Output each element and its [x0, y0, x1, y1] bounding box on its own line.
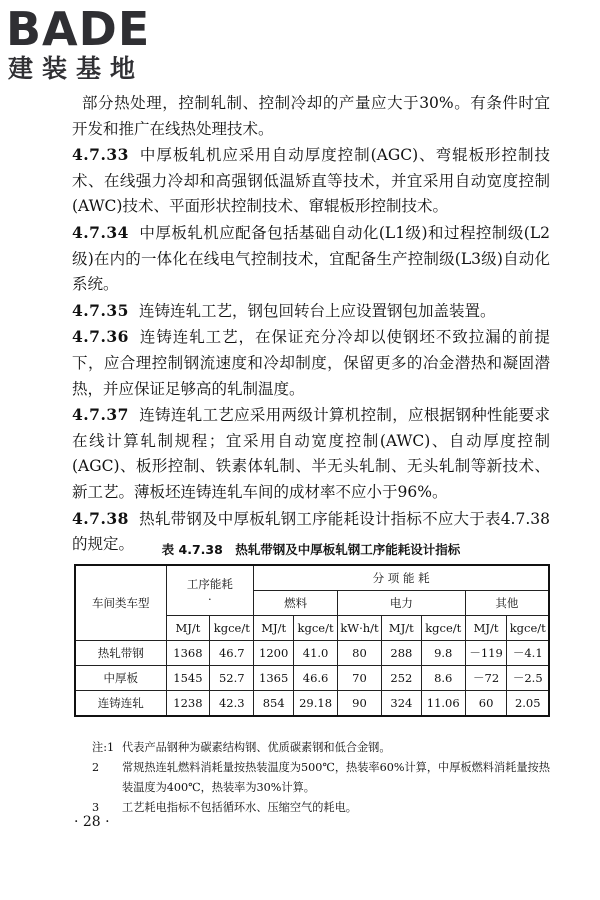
- row-label: 热轧带钢: [75, 641, 166, 666]
- table-cell: 29.18: [294, 691, 338, 717]
- table-cell: 854: [254, 691, 294, 717]
- table-cell: 9.8: [421, 641, 465, 666]
- table-cell: 90: [338, 691, 382, 717]
- paragraph-text: 连铸连轧工艺应采用两级计算机控制，应根据钢种性能要求在线计算轧制规程；宜采用自动宽度控制(AWC)、自动厚度控制(AGC)、板形控制、铁素体轧制、半无头轧制、无头轧制等新技术、新工艺。薄板坯连铸连轧车间的成材率不应小于96%。: [72, 406, 550, 501]
- clause-number: 4.7.35: [72, 300, 129, 320]
- note-text: 工艺耗电指标不包括循环水、压缩空气的耗电。: [122, 801, 357, 814]
- note-text: 代表产品钢种为碳素结构钢、优质碳素钢和低合金钢。: [122, 741, 391, 754]
- clause-number: 4.7.33: [72, 145, 129, 165]
- table-cell: －4.1: [507, 641, 549, 666]
- paragraph-text: 热轧带钢及中厚板轧钢工序能耗设计指标不应大于表4.7.38的规定。: [72, 509, 550, 554]
- note-item: [92, 758, 550, 798]
- row-label: 中厚板: [75, 666, 166, 691]
- table-cell: 46.7: [210, 641, 254, 666]
- clause-number: 4.7.38: [72, 508, 129, 528]
- note-label: 注:1: [92, 741, 115, 754]
- paragraph: [72, 220, 550, 298]
- header-process-energy: [166, 565, 254, 616]
- header-process-energy-mark: ·: [208, 591, 212, 606]
- table-cell: 11.06: [421, 691, 465, 717]
- table-cell: －2.5: [507, 666, 549, 691]
- table-cell: 252: [381, 666, 421, 691]
- table-cell: 80: [338, 641, 382, 666]
- bade-logo: [6, 4, 186, 90]
- table-cell: －119: [465, 641, 507, 666]
- table-cell: 46.6: [294, 666, 338, 691]
- table-cell: －72: [465, 666, 507, 691]
- table-row: [75, 641, 549, 666]
- table-cell: 60: [465, 691, 507, 717]
- paragraph-text: 中厚板轧机应配备包括基础自动化(L1级)和过程控制级(L2级)在内的一体化在线电气控制技术，宜配备生产控制级(L3级)自动化系统。: [72, 223, 550, 294]
- table-cell: 288: [381, 641, 421, 666]
- header-sub-energy: 分 项 能 耗: [254, 565, 549, 591]
- unit-cell: kgce/t: [210, 616, 254, 641]
- unit-cell: kgce/t: [294, 616, 338, 641]
- header-other: 其他: [465, 591, 549, 616]
- paragraph-text: 连铸连轧工艺，在保证充分冷却以使钢坯不致拉漏的前提下，应合理控制钢流速度和冷却制度，保留更多的冶金潜热和凝固潜热，并应保证足够高的轧制温度。: [72, 328, 550, 398]
- table-cell: 324: [381, 691, 421, 717]
- paragraph: [72, 90, 550, 142]
- table-row: [75, 666, 549, 691]
- table-cell: 1368: [166, 641, 210, 666]
- note-text: 常规热连轧燃料消耗量按热装温度为500℃，热装率60%计算，中厚板燃料消耗量按热装温度为400℃，热装率为30%计算。: [122, 761, 550, 794]
- table-cell: 1545: [166, 666, 210, 691]
- paragraph: [72, 142, 550, 220]
- table-cell: 2.05: [507, 691, 549, 717]
- paragraph: [72, 402, 550, 505]
- table-cell: 41.0: [294, 641, 338, 666]
- paragraph-text: 连铸连轧工艺，钢包回转台上应设置钢包加盖装置。: [138, 301, 496, 320]
- row-label: 连铸连轧: [75, 691, 166, 717]
- unit-cell: MJ/t: [465, 616, 507, 641]
- header-power: 电力: [338, 591, 466, 616]
- clause-number: 4.7.34: [72, 222, 129, 242]
- table-cell: 52.7: [210, 666, 254, 691]
- unit-cell: MJ/t: [381, 616, 421, 641]
- table-cell: 1238: [166, 691, 210, 717]
- table-cell: 1200: [254, 641, 294, 666]
- logo-wordmark: BADE: [6, 2, 151, 56]
- header-process-energy-label: 工序能耗: [186, 576, 233, 591]
- note-label: 2: [92, 761, 100, 774]
- unit-cell: kgce/t: [507, 616, 549, 641]
- table-cell: 8.6: [421, 666, 465, 691]
- energy-consumption-table: [74, 564, 550, 717]
- paragraph-text: 中厚板轧机应采用自动厚度控制(AGC)、弯辊板形控制技术、在线强力冷却和高强钢低温矫直等技术，并宜采用自动宽度控制(AWC)技术、平面形状控制技术、窜辊板形控制技术。: [72, 146, 550, 216]
- table-cell: 42.3: [210, 691, 254, 717]
- paragraph: [72, 324, 550, 402]
- document-body: [72, 90, 550, 558]
- note-label: 3: [92, 801, 100, 814]
- table-cell: 1365: [254, 666, 294, 691]
- table-row: [75, 691, 549, 717]
- note-item: [92, 738, 550, 758]
- paragraph: [72, 298, 550, 325]
- header-workshop-type: 车间类车型: [75, 565, 166, 641]
- unit-cell: MJ/t: [254, 616, 294, 641]
- clause-number: 4.7.37: [72, 405, 129, 425]
- paragraph-text: 部分热处理，控制轧制、控制冷却的产量应大于30%。有条件时宜开发和推广在线热处理技术。: [72, 94, 550, 138]
- table-cell: 70: [338, 666, 382, 691]
- note-item: [92, 798, 550, 818]
- unit-cell: kW·h/t: [338, 616, 382, 641]
- logo-chinese-text: 建装基地: [8, 54, 145, 83]
- table-caption: 表 4.7.38 热轧带钢及中厚板轧钢工序能耗设计指标: [161, 542, 461, 557]
- unit-cell: MJ/t: [166, 616, 210, 641]
- clause-number: 4.7.36: [72, 327, 129, 347]
- header-fuel: 燃料: [254, 591, 338, 616]
- unit-cell: kgce/t: [421, 616, 465, 641]
- page-number: · 28 ·: [74, 814, 110, 830]
- table-notes: [92, 738, 550, 818]
